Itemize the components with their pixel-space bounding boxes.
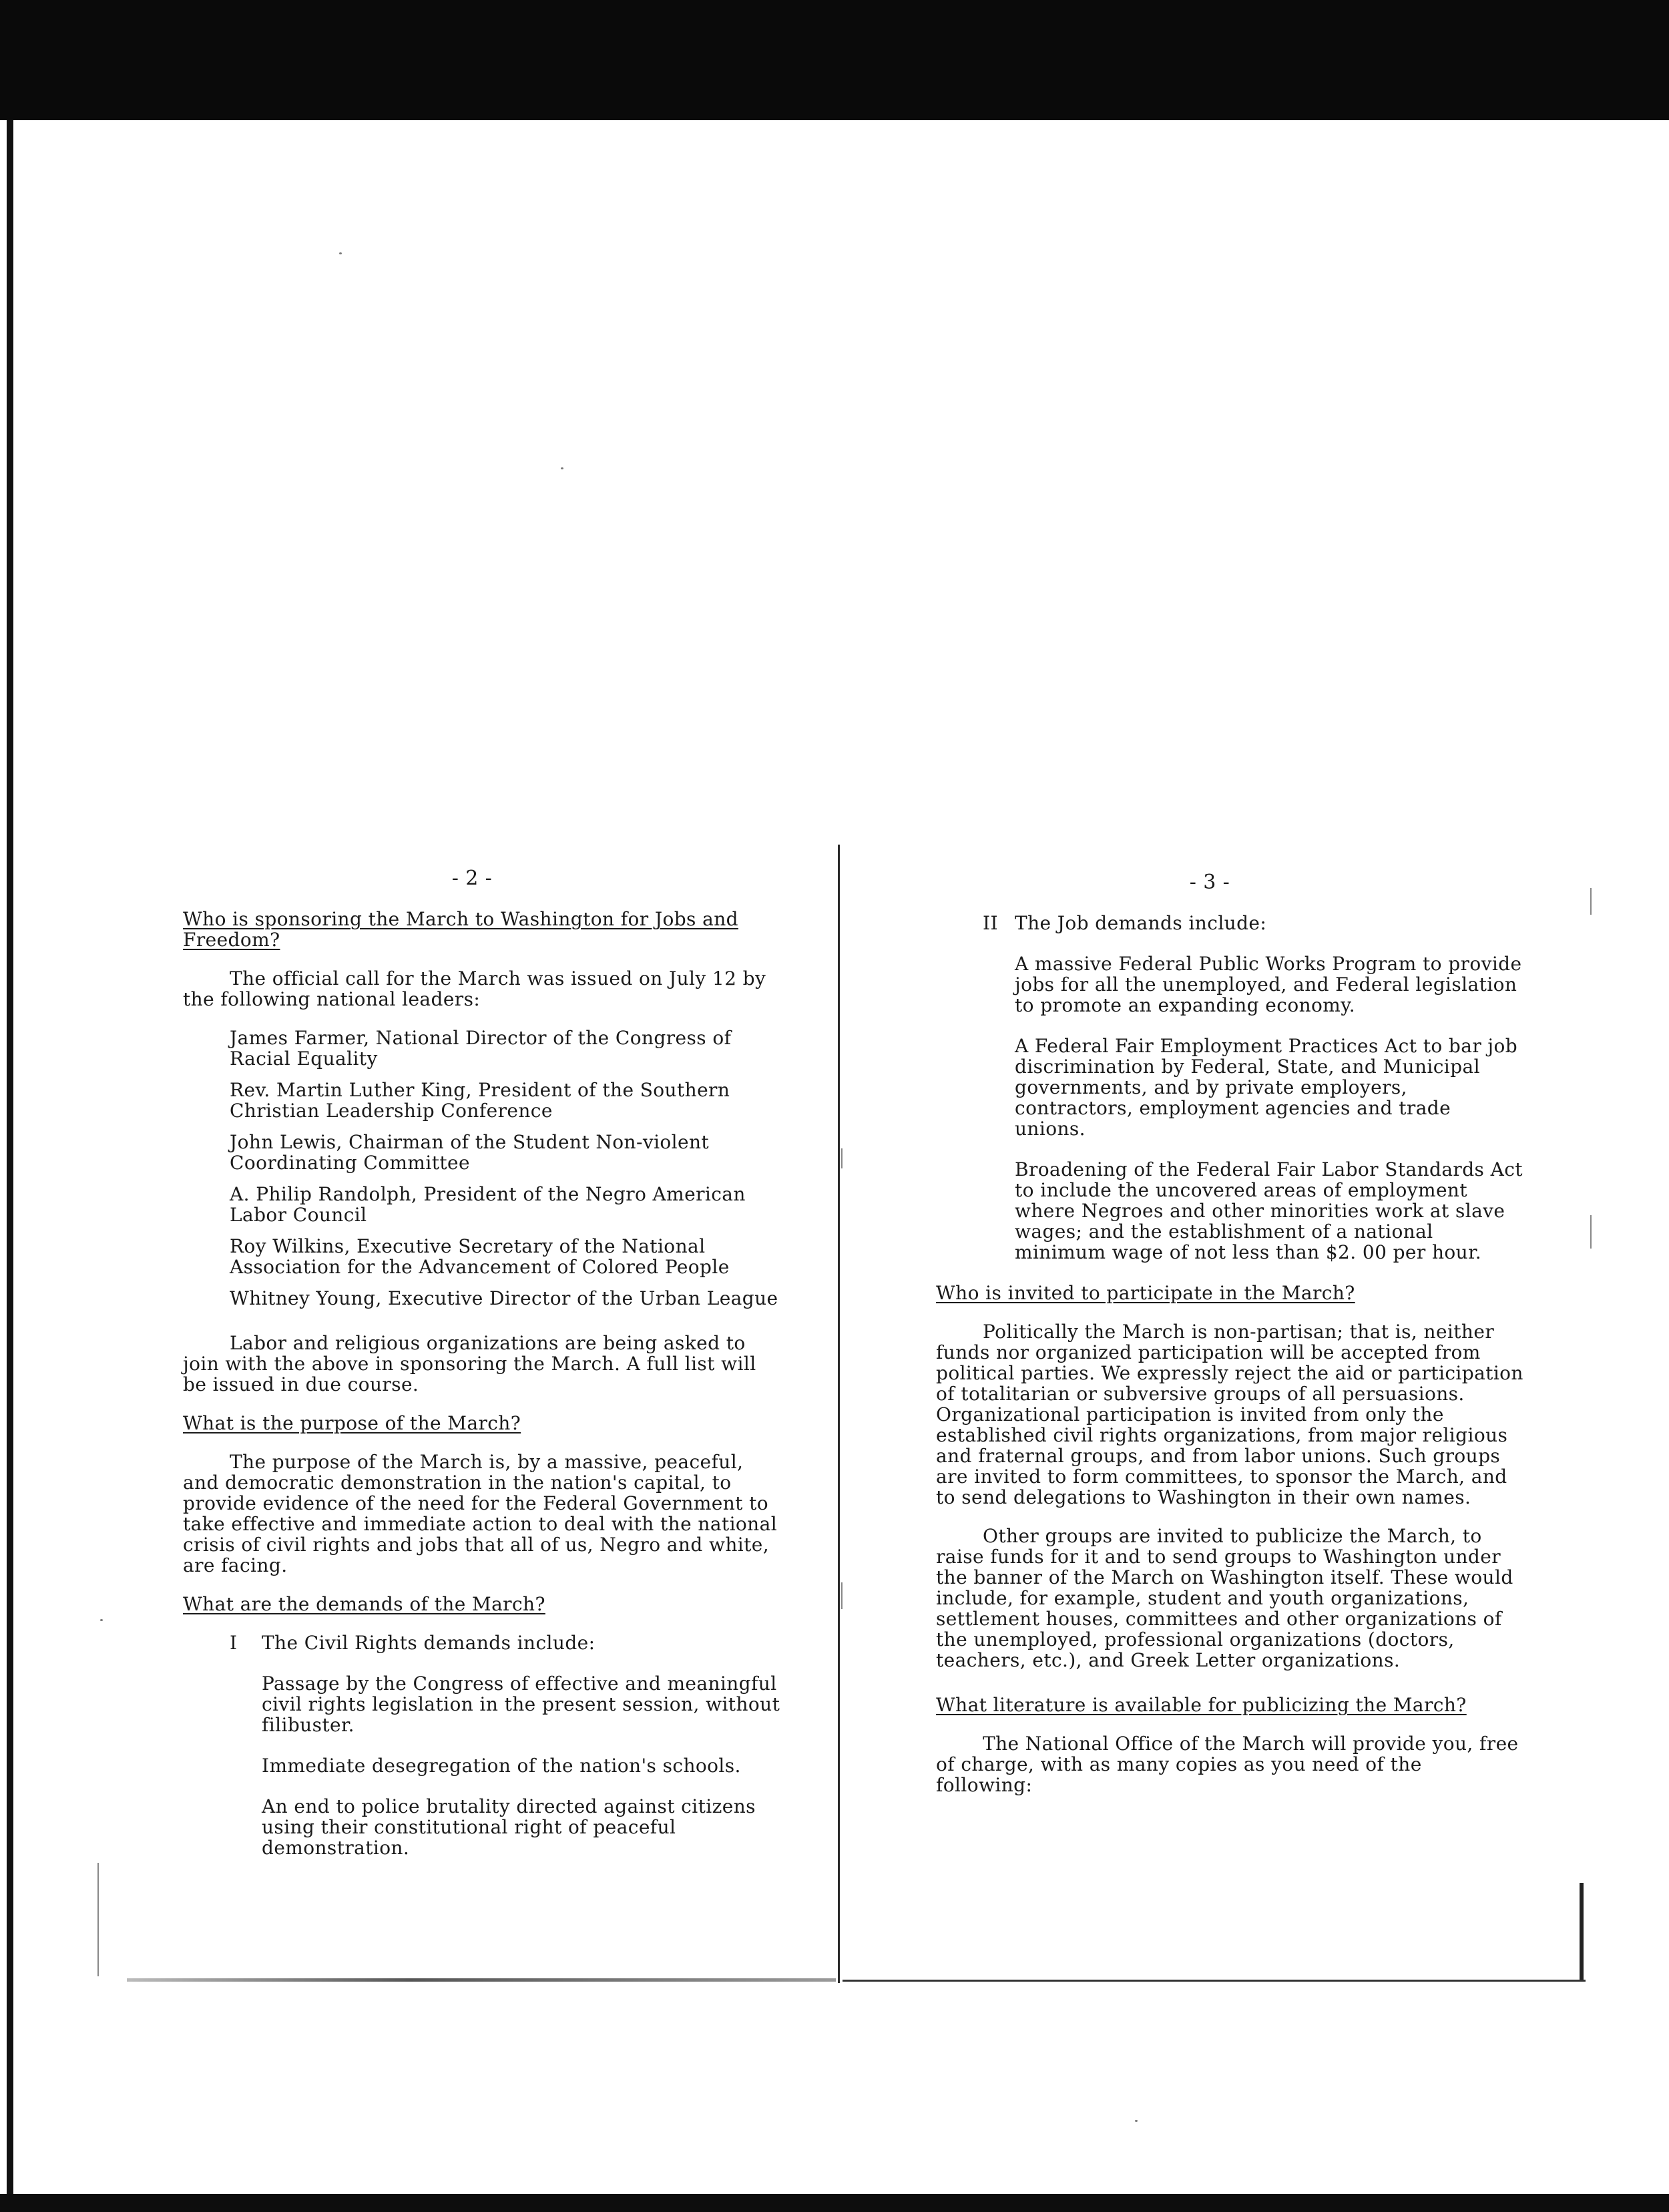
question-heading: Who is invited to participate in the March? (936, 1282, 1355, 1304)
demand-item: Passage by the Congress of effective and meaningful civil rights legislation in the present session, without filibuster. (262, 1673, 780, 1736)
participation-para-2: Other groups are invited to publicize the March, to raise funds for it and to send groups to Washington under the banner of the March on Washington itself. These would include, for example, student and youth organizations, settlement houses, committees and other organizations of the unemployed, professional organizations (doctors, teachers, etc.), and Greek Letter organizations. (936, 1525, 1513, 1671)
job-demands-heading (983, 913, 1523, 933)
leader-entry: Roy Wilkins, Executive Secretary of the National Association for the Advancement of Colored People (230, 1235, 730, 1278)
question-demands (183, 1594, 784, 1614)
civil-rights-heading (230, 1632, 784, 1653)
page-number: - 3 - (1189, 871, 1230, 894)
sponsors-closing: Labor and religious organizations are being asked to join with the above in sponsoring the March. A full list will be issued in due course. (183, 1332, 756, 1395)
purpose-answer: The purpose of the March is, by a massive, peaceful, and democratic demonstration in the nation's capital, to provide evidence of the need for the Federal Government to take effective and immediate action to deal with the national crisis of civil rights and jobs that all of us, Negro and white, are facing. (183, 1451, 778, 1576)
participation-para-1: Politically the March is non-partisan; that is, neither funds nor organized participation will be accepted from political parties. We expressly reject the aid or participation of totalitarian or subversive groups of all persuasions. Organizational participation is invited from only the established civil rights organizations, from major religious and fraternal groups, and from labor unions. Such groups are invited to form committees, to sponsor the March, and to send delegations to Washington in their own names. (936, 1321, 1523, 1508)
leader-entry: John Lewis, Chairman of the Student Non-violent Coordinating Committee (230, 1131, 710, 1174)
scan-speck (561, 467, 563, 469)
demand-item: An end to police brutality directed against citizens using their constitutional right of peaceful demonstration. (262, 1795, 756, 1859)
right-page (936, 872, 1523, 1813)
question-heading: Who is sponsoring the March to Washington for Jobs and Freedom? (183, 908, 738, 951)
leader-entry: A. Philip Randolph, President of the Negro American Labor Council (230, 1183, 746, 1226)
question-literature (936, 1695, 1523, 1715)
scan-speck (339, 252, 342, 254)
literature-answer: The National Office of the March will provide you, free of charge, with as many copies as you need of the following: (936, 1733, 1519, 1796)
demand-item: Immediate desegregation of the nation's schools. (262, 1755, 741, 1777)
scan-left-edge (7, 120, 13, 2212)
scan-speck (1135, 2120, 1138, 2122)
scan-dash (97, 1863, 99, 1976)
left-page (183, 868, 784, 1878)
sponsors-intro: The official call for the March was issued on July 12 by the following national leaders: (183, 967, 766, 1010)
scan-top-band (0, 0, 1669, 120)
leader-entry: Rev. Martin Luther King, President of the Southern Christian Leadership Conference (230, 1079, 730, 1122)
scan-dash (1590, 888, 1592, 915)
leader-entry: Whitney Young, Executive Director of the Urban League (230, 1287, 778, 1309)
demand-heading-text: The Civil Rights demands include: (262, 1632, 595, 1654)
question-heading: What are the demands of the March? (183, 1593, 545, 1615)
roman-numeral: I (230, 1632, 238, 1654)
page-number: - 2 - (451, 867, 493, 890)
scan-dash (1590, 1215, 1592, 1249)
scan-right-edge-mark (1580, 1883, 1584, 1982)
question-sponsors (183, 909, 784, 950)
leader-entry: James Farmer, National Director of the Congress of Racial Equality (230, 1027, 732, 1070)
demand-heading-text: The Job demands include: (1015, 912, 1267, 934)
page-gutter-line (838, 845, 840, 1983)
scan-dash (841, 1148, 843, 1168)
scan-bottom-band (0, 2194, 1669, 2212)
question-heading: What literature is available for publicizing the March? (936, 1694, 1467, 1716)
right-page-bottom-rule (843, 1980, 1586, 1982)
question-participation (936, 1283, 1523, 1303)
question-purpose (183, 1413, 784, 1433)
demand-item: Broadening of the Federal Fair Labor Standards Act to include the uncovered areas of employment where Negroes and other minorities work at slave wages; and the establishment of a national minimum wage of not less than $2. 00 per hour. (1015, 1158, 1523, 1263)
question-heading: What is the purpose of the March? (183, 1412, 521, 1434)
roman-numeral: II (983, 912, 998, 934)
demand-item: A massive Federal Public Works Program to provide jobs for all the unemployed, and Federal legislation to promote an expanding economy. (1015, 953, 1522, 1016)
scan-dash (841, 1582, 843, 1609)
demand-item: A Federal Fair Employment Practices Act to bar job discrimination by Federal, State, and Municipal governments, and by private employers, contractors, employment agencies and trade unions. (1015, 1035, 1518, 1140)
scan-speck (100, 1619, 103, 1621)
left-page-bottom-rule (127, 1978, 836, 1982)
